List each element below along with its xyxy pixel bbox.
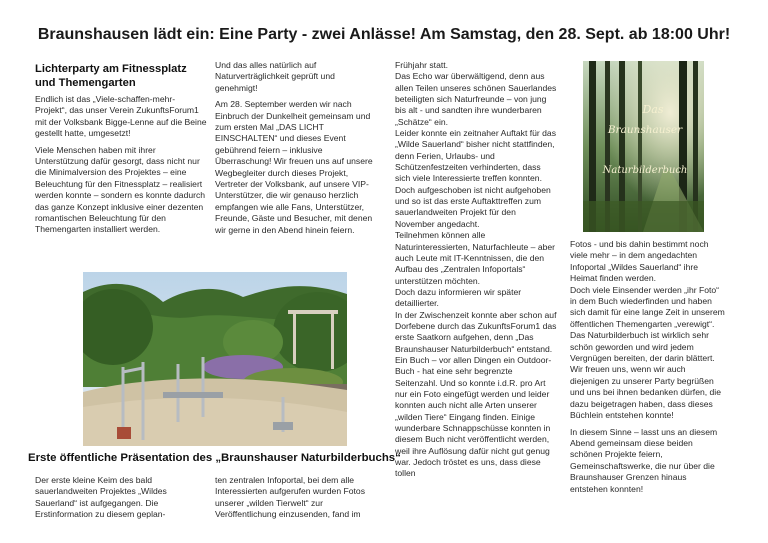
book-cover-image [583,61,704,232]
paragraph: In diesem Sinne – lasst uns an diesem Abend gemeinsam diese beiden schönen Projekte feiern, Gemeinschaftswerke, die nur über die Braunshauser Grenzen hinaus entstehen konnten! [570,426,718,494]
cover-title-line-2: Braunshauser [607,124,683,136]
paragraph: Das Echo war überwältigend, denn aus allen Teilen unseres schönen Sauerlandes beteiligten sich Naturfreunde – von jung bis alt - und sandten ihre wunderbaren „Schätze“ ein. [395,71,557,127]
paragraph: Frühjahr statt. [395,60,449,70]
section-heading-naturbilderbuch: Erste öffentliche Präsentation des „Braunshauser Naturbilderbuchs“ [28,452,401,464]
paragraph: In der Zwischenzeit konnte aber schon auf Dorfebene durch das ZukunftsForum1 das erste Saatkorn aufgehen, denn „Das Braunshauser Naturbilderbuch“ entstand. [395,309,557,354]
column-4 [570,239,726,495]
paragraph: Leider konnte ein zeitnaher Auftakt für das „Wilde Sauerland“ bisher nicht stattfinden, denn Ferien, Urlaubs- und Schützenfestzeiten verhinderten, dass sich viele Interessierte treffen konnten. Doch aufgeschoben ist nicht aufgehoben und so ist das erste Auftakttreffen zum sauerlandweiten Projekt für den November angedacht. [395,128,556,229]
paragraph: Doch dazu informieren wir später detaillierter. [395,286,522,309]
paragraph: Doch viele Einsender werden „ihr Foto“ in dem Buch wiederfinden und haben sich damit für eine lange Zeit in unserem öffentlichen Themengarten „verewigt“. [570,284,725,329]
bottom-column-1 [35,475,207,526]
cover-title-line-1: Das [642,103,664,116]
cover-title-line-3: Naturbilderbuch [602,165,688,176]
paragraph: Endlich ist das „Viele-schaffen-mehr-Projekt“, das unser Verein ZukunftsForum1 mit der Volksbank Bigge-Lenne auf die Beine gestellt hatte, umgesetzt! [35,94,207,139]
paragraph: Fotos - und bis dahin bestimmt noch viele mehr – in dem angedachten Infoportal „Wildes Sauerland“ ihre Heimat finden werden. [570,239,709,284]
section-heading-lichterparty: Lichterparty am Fitnessplatz und Themengarten [35,63,187,89]
paragraph: Der erste kleine Keim des bald sauerlandweiten Projektes „Wildes Sauerland“ ist aufgegangen. Die Erstinformation zu diesem geplan- [35,475,167,520]
column-3 [395,60,557,480]
paragraph: Viele Menschen haben mit ihrer Unterstützung dafür gesorgt, dass nicht nur die Minimalversion des Projektes – eine Beleuchtung für den Fitnessplatz – realisiert werden konnte – sondern es konnte dadurch das ganze Konzept inklusive einer dezenten romantischen Beleuchtung für den Themengarten installiert werden. [35,144,206,235]
paragraph: ten zentralen Infoportal, bei dem alle Interessierten aufgerufen wurden Fotos unserer „wilden Tierwelt“ zur Veröffentlichung einzusenden, fand im [215,475,366,520]
paragraph: Das Naturbilderbuch ist wirklich sehr schön geworden und wird jedem Vergnügen bereiten, der darin blättert. Wir freuen uns, wenn wir auch diejenigen zu unserer Party begrüßen und uns bei ihnen bedanken dürfen, die dazu beigetragen haben, dass dieses Büchlein entstehen konnte! [570,330,721,421]
bottom-column-2 [215,475,383,526]
paragraph: Teilnehmen können alle Naturinteressierten, Naturfachleute – aber auch Leute mit IT-Kenntnissen, die den Aufbau des „Zentralen Infoportals“ unterstützen möchten. [395,230,556,286]
column-1 [35,63,207,241]
paragraph: Und das alles natürlich auf Naturverträglichkeit geprüft und genehmigt! [215,60,335,93]
fitness-garden-photo [83,272,347,446]
paragraph: Ein Buch – vor allen Dingen ein Outdoor-Buch - hat eine sehr begrenzte Seitenzahl. Und so konnte i.d.R. pro Art nur ein Foto eingefügt werden und leider konnten auch nicht alle Arten unserer „wilden Tiere“ Eingang finden. Einige wunderbare Schnappschüsse konnten in diesem Buch nicht veröffentlicht werden, weil ihre Auflösung dafür nicht gut genug war. Jedoch tröstet es uns, dass diese tollen [395,354,552,479]
paragraph: Am 28. September werden wir nach Einbruch der Dunkelheit gemeinsam und zum ersten Mal „DAS LICHT EINSCHALTEN“ und dieses Event gebührend feiern – inklusive Überraschung! Wir freuen uns auf unsere Wegbegleiter durch dieses Projekt, Vertreter der Volksbank, auf unsere VIP-Unterstützer, die wir genauso herzlich empfangen wie alle Fans, Unterstützer, Freunde, Gäste und Besucher, mit denen wir gerne in den Abend hinein feiern. [215,99,373,235]
column-2 [215,60,375,241]
page-headline: Braunshausen lädt ein: Eine Party - zwei Anlässe! Am Samstag, den 28. Sept. ab 18:00 Uhr! [37,26,731,43]
